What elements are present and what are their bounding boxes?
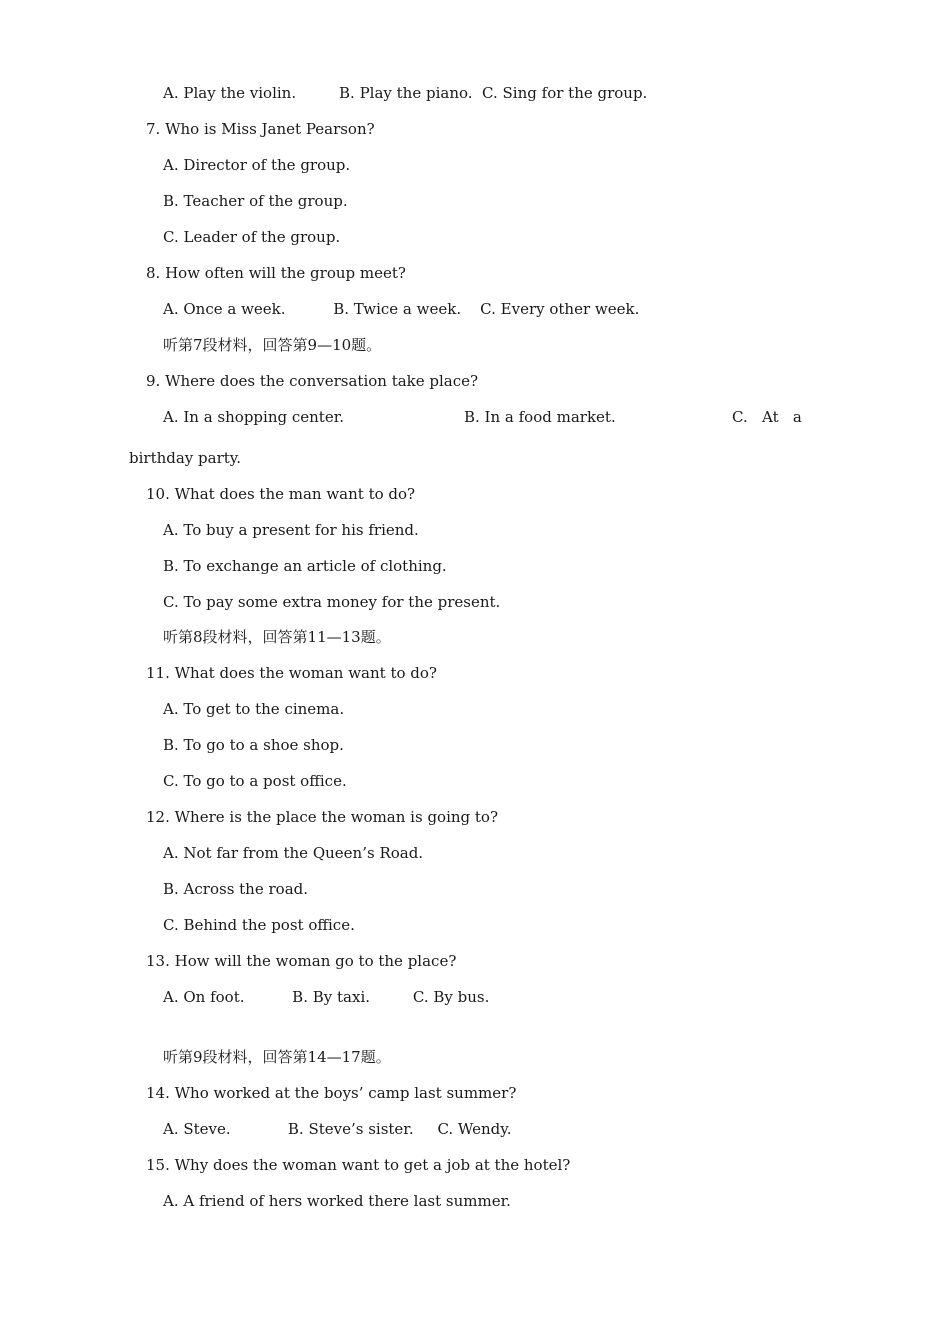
q14-options: A. Steve. B. Steve’s sister. C. Wendy.: [163, 1120, 512, 1138]
section-9-heading: 听第9段材料，回答第14—17题。: [163, 1048, 391, 1066]
q14-question: 14. Who worked at the boys’ camp last summer?: [146, 1084, 517, 1102]
q9-option-c: C. At a: [732, 408, 802, 426]
q9-option-a: A. In a shopping center.: [163, 408, 344, 426]
q6-options: A. Play the violin. B. Play the piano. C. Sing for the group.: [163, 84, 648, 102]
q11-question: 11. What does the woman want to do?: [146, 664, 437, 682]
q7-question: 7. Who is Miss Janet Pearson?: [146, 120, 375, 138]
q11-option-a: A. To get to the cinema.: [163, 700, 345, 718]
q7-option-c: C. Leader of the group.: [163, 228, 341, 246]
q8-options: A. Once a week. B. Twice a week. C. Every other week.: [163, 300, 640, 318]
q11-option-c: C. To go to a post office.: [163, 772, 347, 790]
q10-question: 10. What does the man want to do?: [146, 485, 416, 503]
q8-question: 8. How often will the group meet?: [146, 264, 406, 282]
q12-question: 12. Where is the place the woman is going to?: [146, 808, 499, 826]
q13-question: 13. How will the woman go to the place?: [146, 952, 457, 970]
section-7-heading: 听第7段材料，回答第9—10题。: [163, 336, 382, 354]
q11-option-b: B. To go to a shoe shop.: [163, 736, 344, 754]
q12-option-c: C. Behind the post office.: [163, 916, 355, 934]
q9-option-c-cont: birthday party.: [129, 449, 242, 467]
q12-option-b: B. Across the road.: [163, 880, 309, 898]
q10-option-a: A. To buy a present for his friend.: [163, 521, 419, 539]
q7-option-b: B. Teacher of the group.: [163, 192, 348, 210]
q9-question: 9. Where does the conversation take place?: [146, 372, 479, 390]
q7-option-a: A. Director of the group.: [163, 156, 351, 174]
q13-options: A. On foot. B. By taxi. C. By bus.: [163, 988, 490, 1006]
q10-option-c: C. To pay some extra money for the present.: [163, 593, 501, 611]
q9-option-b: B. In a food market.: [464, 408, 616, 426]
q15-question: 15. Why does the woman want to get a job at the hotel?: [146, 1156, 571, 1174]
q10-option-b: B. To exchange an article of clothing.: [163, 557, 447, 575]
section-8-heading: 听第8段材料，回答第11—13题。: [163, 628, 391, 646]
q15-option-a: A. A friend of hers worked there last summer.: [163, 1192, 511, 1210]
q12-option-a: A. Not far from the Queen’s Road.: [163, 844, 424, 862]
